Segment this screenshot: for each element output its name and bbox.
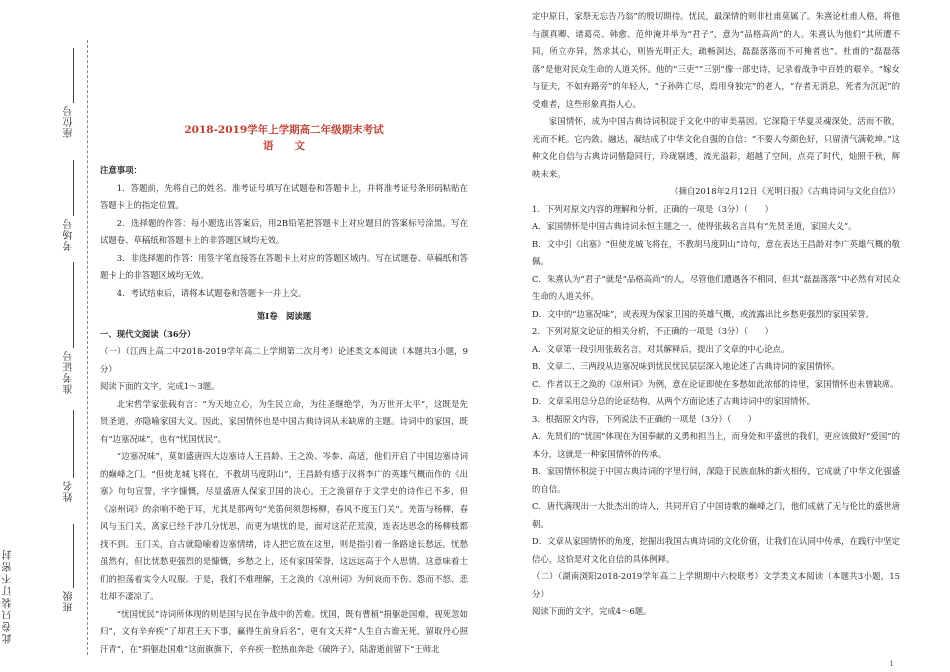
- class-label: 班级: [64, 590, 75, 612]
- page-number: 1: [889, 660, 894, 668]
- left-column: [100, 122, 468, 658]
- notice-item-3: 3．非选择题的作答：用签字笔直接答在答题卡上对应的答题区域内。写在试题卷、草稿纸和答题卡上的非答题区域均无效。: [100, 252, 468, 280]
- question-2-option-d: D．文章采用总分总的论证结构，从两个方面论述了古典诗词中的家国情怀。: [532, 396, 816, 406]
- section-heading: 一、现代文阅读（36分）: [100, 328, 196, 339]
- exam-title: 2018-2019学年上学期高二年级期末考试: [184, 124, 384, 136]
- notice-item-2: 2．选择题的作答：每小题选出答案后，用2B铅笔把答题卡上对应题目的答案标号涂黑。写在试题卷、草稿纸和答题卡上的非答题区域均无效。: [100, 217, 468, 245]
- question-2-option-c: C．作者以王之涣的《凉州词》为例，意在论证即使在多愁如此浓郁的诗里，家国情怀也未曾缺席。: [532, 378, 899, 389]
- notice-item-1: 1．答题前，先将自己的姓名、准考证号填写在试题卷和答题卡上，并将准考证号条形码粘贴在答题卡上的指定位置。: [100, 182, 468, 210]
- section-1-intro: （一）（江西上高二中2018-2019学年高二上学期第二次月考）论述类文本阅读（本题共3小题，9分）: [100, 346, 468, 374]
- notice-item-4: 4．考试结束后，请将本试题卷和答题卡一并上交。: [116, 287, 307, 298]
- question-2-option-b: B．文章二、三两段从边塞况味到忧民忧民层层深入地论述了古典诗词的家国情怀。: [532, 361, 840, 371]
- question-2-option-a: A．文章第一段引用张载名言，对其解释后，提出了文章的中心论点。: [532, 343, 790, 354]
- seat-number-label: 座位号: [64, 105, 75, 138]
- question-1-option-d: D．文中的“边塞况味”，或表现为保家卫国的英雄气概，或流露出比乡愁更强烈的家国荣誉。: [532, 308, 874, 319]
- name-label: 姓名: [64, 480, 75, 502]
- question-3-option-a: A．先贤们的“忧国”体现在为国奉献的义勇和担当上，而身处和平盛世的我们，更应该做好“爱国”的本分，这就是一种家国情怀的传承。: [532, 431, 900, 459]
- passage-paragraph-1: 北宋哲学家张载有言：“为天地立心，为生民立命，为往圣继绝学，为万世开太平”，这既是先贤圣道，亦隐喻家国大义。因此，家国情怀也是中国古典诗词从未缺席的主题。诗词中的家国，既有“边塞况味”，也有“忧国忧民”。: [100, 398, 468, 444]
- subject-title: 语 文: [263, 140, 305, 152]
- question-1-option-b: B．文中引《出塞》“但使龙城飞将在，不教胡马度阴山”诗句，意在表达王昌龄对李广英雄气概的敬佩。: [532, 238, 900, 266]
- name-line: [73, 410, 74, 478]
- binding-seal-text: 此卷只装订不密封: [3, 548, 14, 644]
- right-column: [532, 8, 900, 621]
- exam-room-label: 考场号: [64, 218, 75, 251]
- ticket-number-line: [73, 262, 74, 348]
- question-3: 3．根据原文内容，下列说法不正确的一项是（3分）（ ）: [532, 413, 757, 424]
- passage-paragraph-final: 家国情怀，成为中国古典诗词积淀于文化中的审美基因。它深隐于华夏灵魂深处，活而不散，光而不耗。它内敛、融达，凝结成了中华文化自强的自信：“不要人夸颜色好，只留清气满乾坤。”这种文化自信与古典诗词偕隐同行，玲珑剔透，流光溢彩，超越了空间，点亮了时代，灿照千秋，辉映未来。: [532, 116, 900, 179]
- section-2-intro: （二）（湖南浏阳2018-2019学年高二上学期期中六校联考）文学类文本阅读（本题共3小题，15分）: [532, 571, 900, 599]
- question-1: 1．下列对原文内容的理解和分析，正确的一项是（3分）（ ）: [532, 203, 773, 214]
- ticket-number-label: 准考证号: [64, 350, 75, 394]
- passage-source: （摘自2018年2月12日《光明日报》《古典诗词与文化自信》）: [670, 186, 900, 196]
- binding-margin: [0, 0, 92, 672]
- section-1-instruction: 阅读下面的文字，完成1～3题。: [100, 381, 220, 391]
- passage-paragraph-3: “忧国忧民”诗词所体现的则是国与民在争战中的苦难。忧国，既有曹植“捐躯赴国难，视死忽如归”，文有辛弃疾“了却君王天下事，赢得生前身后名”，更有文天祥“人生自古谁无死，留取丹心照汗青”，在“捐躯赴国难”这面旗旗下，辛弃疾一腔热血奔赴《破阵子》，陆游逝前留下“王师北: [100, 608, 468, 654]
- notice-heading: 注意事项：: [100, 165, 142, 175]
- question-1-option-a: A．家国情怀是中国古典诗词永恒主题之一，使得张载名言具有“先贤圣道，家国大义”。: [532, 221, 857, 231]
- question-1-option-c: C．朱熹认为“君子”就是“品格高尚”的人，尽管他们遭遇各不相同，但其“磊磊落落”中必然有对民众生命的人道关怀。: [532, 273, 900, 301]
- question-3-option-c: C．唐代满现出一大批杰出的诗人，共同开启了中国诗歌的巅峰之门，他们成就了无与伦比的盛世唐朝。: [532, 501, 900, 529]
- exam-room-line: [73, 160, 74, 216]
- question-3-option-b: B．家国情怀积淀于中国古典诗词的字里行间，深隐于民族血脉的新火相传，它成就了中华文化强盛的自信。: [532, 466, 900, 494]
- section-2-instruction: 阅读下面的文字，完成4～6题。: [532, 606, 652, 616]
- passage-paragraph-2: “边塞况味”，莫如盛唐四大边塞诗人王昌龄、王之涣、岑参、高适，他们开启了中国边塞诗词的巅峰之门。“但使龙城飞将在，不教胡马度阴山”，王昌龄有感于汉将李广的英雄气概而作的《出塞》句句宣誓，字字慷慨，尽显盛唐人保家卫国的决心。王之涣留存于文学史的诗作已不多，但《凉州词》的余响不绝于耳，尤其是那两句“羌笛何须怨杨柳，春风不度玉门关”。羌笛与杨柳，春风与玉门关，离家已经千涉几分忧思，而更为堪忧的是，面对这茫茫荒漠，连表达思念的杨柳枝都找不到。玉门关，自古就隐喻着边塞情绪，诗人把它放在这里，则是指引着一条路途长愁远。忧愁虽然有，但比忧愁更强烈的是慷慨，乡愁之上，还有家国荣誉，这远远高于个人思情。这意味着士们的担荡着实令人叹服。于是，我们不难理解，王之涣的《凉州词》为何哀而不伤、怨而不怒、悲壮却不凄凉了。: [100, 451, 468, 601]
- part-one-heading: 第Ⅰ卷 阅读题: [256, 311, 312, 321]
- binding-cut-line: [87, 40, 88, 655]
- question-3-option-d: D．文章从家国情怀的角度，挖掘出我国古典诗词的文化价值，让我们在认同中传承，在践行中坚定信心，这恰是对文化自信的具体例释。: [532, 536, 900, 564]
- question-2: 2．下列对原文论证的相关分析，不正确的一项是（3分）（ ）: [532, 326, 773, 336]
- class-line: [73, 524, 74, 588]
- passage-continuation: 定中原日，家祭无忘告乃翁”的殷切期待。忧民，最深情的则非杜甫莫属了。朱熹论杜甫人格，将他与颜真卿、诸葛亮、韩愈、范仲淹并举为“君子”，意为“品格高尚”的人。朱熹认为他们“其所遭不同，所立亦异，然求其心，则皆光明正大，疏畅洞达，磊磊落落而不可掩者也”。杜甫的“磊磊落落”是他对民众生命的人道关怀。他的“三吏”“三别”像一部史诗，记录着战争中百姓的艰辛。“嫁女与征夫，不如弃路旁”的年轻人，“子孙阵亡尽，焉用身独完”的老人，“存者无消息，死者为沉泥”的受难者，这些形象真指人心。: [532, 11, 900, 109]
- seat-number-line: [73, 48, 74, 103]
